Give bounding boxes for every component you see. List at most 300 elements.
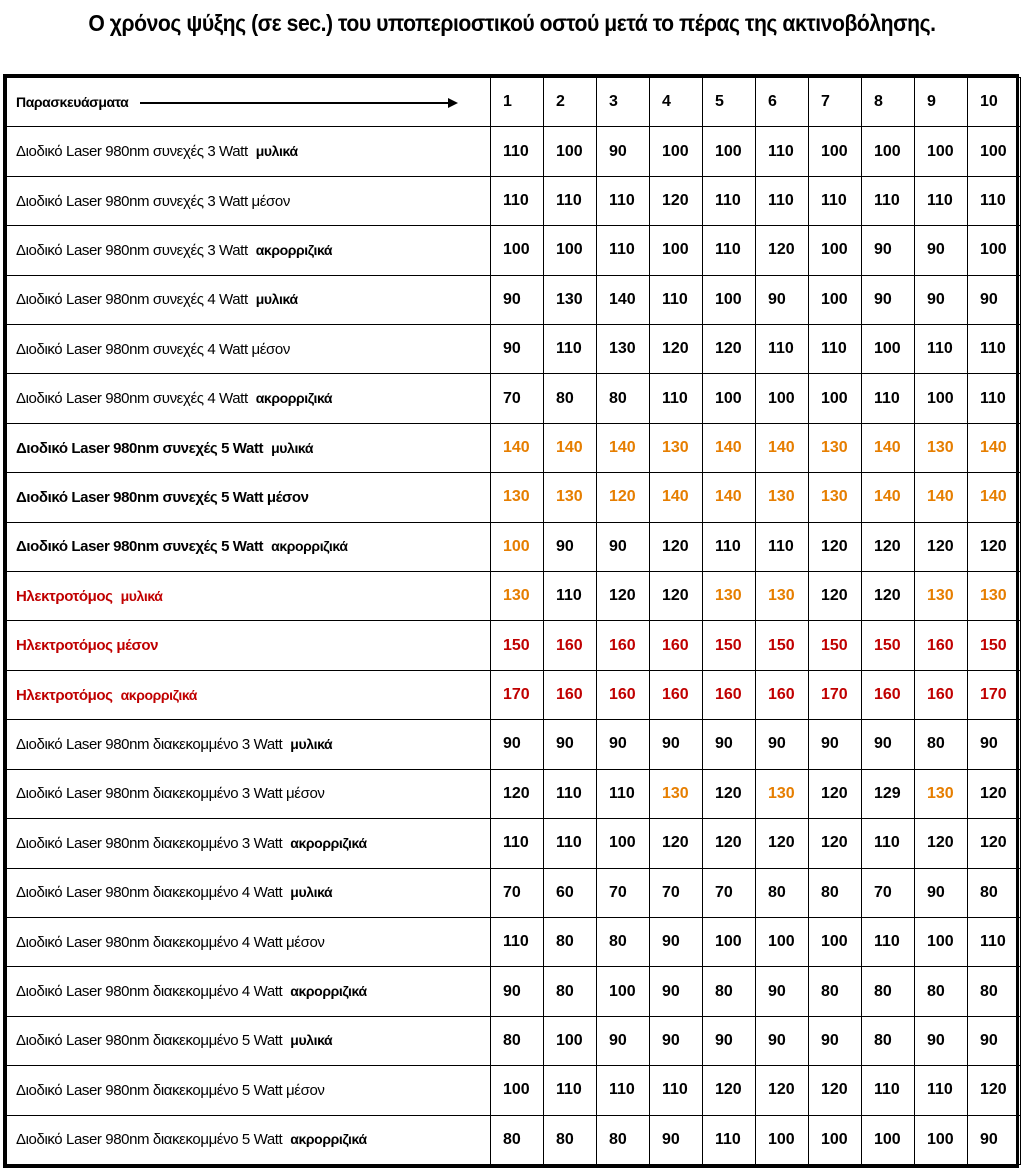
table-cell: 140 — [491, 423, 544, 472]
table-cell: 110 — [544, 1066, 597, 1115]
table-cell: 160 — [915, 621, 968, 670]
table-cell: 90 — [968, 1115, 1021, 1164]
header-col-8: 8 — [862, 78, 915, 127]
table-cell: 90 — [862, 720, 915, 769]
table-cell: 110 — [809, 176, 862, 225]
header-label: Παρασκευάσματα — [16, 93, 129, 110]
table-cell: 90 — [544, 720, 597, 769]
table-cell: 100 — [915, 917, 968, 966]
row-label-cell — [7, 868, 491, 917]
row-label-cell — [7, 275, 491, 324]
table-cell: 100 — [915, 127, 968, 176]
table-cell: 140 — [703, 423, 756, 472]
table-row — [7, 127, 1021, 176]
table-cell: 170 — [809, 670, 862, 719]
table-cell: 80 — [597, 917, 650, 966]
table-cell: 130 — [491, 572, 544, 621]
row-label: Διοδικό Laser 980nm συνεχές 5 Watt — [16, 439, 264, 457]
table-cell: 110 — [756, 522, 809, 571]
table-row — [7, 670, 1021, 719]
table-cell: 140 — [597, 275, 650, 324]
table-cell: 100 — [703, 374, 756, 423]
table-cell: 120 — [650, 572, 703, 621]
table-cell: 90 — [703, 1016, 756, 1065]
table-cell: 130 — [544, 275, 597, 324]
table-cell: 110 — [597, 769, 650, 818]
table-cell: 120 — [756, 226, 809, 275]
table-cell: 120 — [703, 769, 756, 818]
row-label-cell — [7, 720, 491, 769]
row-label-suffix: μυλικά — [120, 587, 163, 604]
table-cell: 100 — [809, 226, 862, 275]
table-cell: 110 — [968, 325, 1021, 374]
table-cell: 90 — [491, 967, 544, 1016]
row-label-suffix: ακρορριζικά — [290, 834, 367, 851]
table-cell: 100 — [968, 226, 1021, 275]
table-cell: 140 — [597, 423, 650, 472]
row-label-suffix: μυλικά — [271, 439, 314, 456]
table-cell: 100 — [862, 127, 915, 176]
table-cell: 80 — [491, 1016, 544, 1065]
table-cell: 160 — [650, 621, 703, 670]
table-cell: 130 — [968, 572, 1021, 621]
table-cell: 100 — [809, 917, 862, 966]
table-row — [7, 868, 1021, 917]
table-cell: 80 — [544, 374, 597, 423]
table-cell: 100 — [809, 275, 862, 324]
table-cell: 110 — [491, 176, 544, 225]
row-label-suffix: μυλικά — [290, 1032, 333, 1049]
table-cell: 100 — [862, 325, 915, 374]
table-cell: 140 — [862, 423, 915, 472]
table-cell: 90 — [650, 1115, 703, 1164]
table-cell: 80 — [756, 868, 809, 917]
table-row — [7, 819, 1021, 868]
table-cell: 110 — [756, 127, 809, 176]
table-row — [7, 917, 1021, 966]
table-cell: 160 — [703, 670, 756, 719]
table-cell: 90 — [491, 720, 544, 769]
table-cell: 110 — [544, 325, 597, 374]
row-label: Ηλεκτροτόμος μέσον — [16, 637, 159, 655]
row-label-cell — [7, 1016, 491, 1065]
table-cell: 130 — [756, 473, 809, 522]
row-label: Διοδικό Laser 980nm διακεκομμένο 3 Watt μέσον — [16, 785, 325, 803]
table-cell: 100 — [756, 917, 809, 966]
row-label-cell — [7, 621, 491, 670]
table-cell: 110 — [544, 769, 597, 818]
table-row — [7, 275, 1021, 324]
table-cell: 160 — [544, 621, 597, 670]
table-cell: 110 — [703, 226, 756, 275]
table-cell: 100 — [862, 1115, 915, 1164]
table-cell: 80 — [544, 967, 597, 1016]
row-label: Διοδικό Laser 980nm συνεχές 5 Watt μέσον — [16, 488, 309, 506]
row-label-cell — [7, 473, 491, 522]
table-cell: 110 — [862, 1066, 915, 1115]
table-row — [7, 720, 1021, 769]
data-table — [6, 77, 1021, 1165]
table-cell: 100 — [915, 374, 968, 423]
table-row — [7, 769, 1021, 818]
table-cell: 100 — [703, 275, 756, 324]
table-cell: 90 — [544, 522, 597, 571]
table-body — [7, 78, 1021, 1165]
row-label-suffix: ακρορριζικά — [271, 538, 348, 555]
table-cell: 150 — [862, 621, 915, 670]
row-label-cell — [7, 176, 491, 225]
row-label-cell — [7, 819, 491, 868]
table-cell: 80 — [915, 967, 968, 1016]
table-cell: 80 — [703, 967, 756, 1016]
table-cell: 120 — [650, 819, 703, 868]
table-cell: 70 — [862, 868, 915, 917]
table-cell: 100 — [703, 127, 756, 176]
table-cell: 110 — [756, 176, 809, 225]
table-cell: 120 — [597, 473, 650, 522]
table-cell: 150 — [703, 621, 756, 670]
table-cell: 90 — [597, 522, 650, 571]
table-cell: 160 — [915, 670, 968, 719]
table-cell: 130 — [915, 572, 968, 621]
table-cell: 80 — [544, 917, 597, 966]
table-cell: 100 — [491, 522, 544, 571]
row-label-cell — [7, 769, 491, 818]
table-cell: 90 — [703, 720, 756, 769]
table-cell: 120 — [597, 572, 650, 621]
table-cell: 110 — [862, 176, 915, 225]
table-cell: 80 — [597, 1115, 650, 1164]
table-cell: 120 — [703, 1066, 756, 1115]
table-cell: 130 — [597, 325, 650, 374]
row-label-cell — [7, 1115, 491, 1164]
table-cell: 100 — [968, 127, 1021, 176]
table-cell: 120 — [968, 522, 1021, 571]
table-cell: 120 — [915, 819, 968, 868]
table-cell: 120 — [968, 769, 1021, 818]
table-cell: 90 — [650, 1016, 703, 1065]
table-cell: 90 — [862, 275, 915, 324]
table-cell: 120 — [968, 1066, 1021, 1115]
table-cell: 130 — [756, 572, 809, 621]
table-cell: 110 — [915, 1066, 968, 1115]
table-cell: 130 — [809, 473, 862, 522]
row-label-suffix: μυλικά — [290, 884, 333, 901]
table-cell: 90 — [968, 720, 1021, 769]
row-label: Διοδικό Laser 980nm συνεχές 4 Watt — [16, 390, 248, 408]
row-label-suffix: ακρορριζικά — [290, 983, 367, 1000]
table-cell: 80 — [809, 967, 862, 1016]
table-cell: 100 — [809, 374, 862, 423]
table-cell: 120 — [809, 572, 862, 621]
table-cell: 140 — [756, 423, 809, 472]
table-row — [7, 522, 1021, 571]
table-cell: 110 — [862, 374, 915, 423]
table-row — [7, 374, 1021, 423]
table-cell: 70 — [703, 868, 756, 917]
header-col-9: 9 — [915, 78, 968, 127]
table-cell: 90 — [862, 226, 915, 275]
table-cell: 150 — [491, 621, 544, 670]
row-label-suffix: ακρορριζικά — [290, 1131, 367, 1148]
table-cell: 130 — [491, 473, 544, 522]
table-cell: 140 — [915, 473, 968, 522]
table-cell: 120 — [703, 819, 756, 868]
table-cell: 110 — [703, 1115, 756, 1164]
table-cell: 110 — [703, 176, 756, 225]
table-cell: 130 — [650, 423, 703, 472]
table-cell: 110 — [703, 522, 756, 571]
table-cell: 90 — [597, 720, 650, 769]
header-row — [7, 78, 1021, 127]
row-label-suffix: ακρορριζικά — [120, 686, 197, 703]
table-cell: 70 — [491, 374, 544, 423]
row-label: Διοδικό Laser 980nm συνεχές 4 Watt μέσον — [16, 340, 290, 358]
table-cell: 90 — [597, 1016, 650, 1065]
table-cell: 130 — [809, 423, 862, 472]
table-cell: 110 — [597, 226, 650, 275]
table-cell: 70 — [491, 868, 544, 917]
row-label-suffix: ακρορριζικά — [255, 241, 333, 258]
table-cell: 120 — [809, 769, 862, 818]
table-cell: 110 — [650, 374, 703, 423]
row-label: Διοδικό Laser 980nm συνεχές 3 Watt — [16, 143, 248, 161]
row-label: Διοδικό Laser 980nm συνεχές 3 Watt μέσον — [16, 192, 290, 210]
table-row — [7, 423, 1021, 472]
table-cell: 110 — [915, 176, 968, 225]
row-label-cell — [7, 325, 491, 374]
table-cell: 100 — [756, 374, 809, 423]
table-cell: 120 — [915, 522, 968, 571]
table-cell: 120 — [809, 819, 862, 868]
table-cell: 90 — [809, 1016, 862, 1065]
header-col-1: 1 — [491, 78, 544, 127]
table-cell: 160 — [756, 670, 809, 719]
table-cell: 100 — [809, 127, 862, 176]
arrow-right-icon — [140, 97, 458, 109]
table-cell: 160 — [650, 670, 703, 719]
row-label-cell — [7, 226, 491, 275]
table-cell: 90 — [597, 127, 650, 176]
table-cell: 110 — [597, 1066, 650, 1115]
row-label-cell — [7, 423, 491, 472]
table-cell: 80 — [597, 374, 650, 423]
table-row — [7, 226, 1021, 275]
table-cell: 140 — [862, 473, 915, 522]
table-cell: 90 — [650, 720, 703, 769]
table-cell: 120 — [756, 819, 809, 868]
table-cell: 110 — [650, 275, 703, 324]
table-cell: 170 — [491, 670, 544, 719]
table-cell: 90 — [756, 967, 809, 1016]
row-label: Διοδικό Laser 980nm συνεχές 3 Watt — [16, 241, 248, 259]
table-cell: 100 — [597, 819, 650, 868]
table-cell: 70 — [597, 868, 650, 917]
row-label: Διοδικό Laser 980nm διακεκομμένο 3 Watt — [16, 834, 283, 852]
table-cell: 100 — [809, 1115, 862, 1164]
table-cell: 100 — [491, 226, 544, 275]
row-label-suffix: μυλικά — [290, 735, 333, 752]
table-cell: 110 — [968, 176, 1021, 225]
table-row — [7, 1115, 1021, 1164]
table-cell: 90 — [756, 275, 809, 324]
table-cell: 120 — [650, 325, 703, 374]
header-col-5: 5 — [703, 78, 756, 127]
table-cell: 160 — [544, 670, 597, 719]
table-cell: 129 — [862, 769, 915, 818]
table-cell: 140 — [968, 423, 1021, 472]
table-cell: 130 — [915, 423, 968, 472]
row-label: Ηλεκτροτόμος — [16, 587, 113, 605]
table-cell: 70 — [650, 868, 703, 917]
table-cell: 90 — [491, 325, 544, 374]
table-cell: 110 — [544, 572, 597, 621]
row-label: Διοδικό Laser 980nm διακεκομμένο 5 Watt μέσον — [16, 1081, 325, 1099]
table-cell: 80 — [968, 868, 1021, 917]
table-cell: 120 — [650, 522, 703, 571]
table-cell: 140 — [544, 423, 597, 472]
table-row — [7, 1066, 1021, 1115]
table-cell: 90 — [968, 1016, 1021, 1065]
table-cell: 120 — [703, 325, 756, 374]
table-cell: 100 — [544, 127, 597, 176]
row-label-suffix: μυλικά — [255, 291, 298, 308]
table-cell: 80 — [862, 967, 915, 1016]
row-label-suffix: μυλικά — [255, 143, 298, 160]
table-cell: 80 — [915, 720, 968, 769]
table-cell: 90 — [650, 967, 703, 1016]
table-cell: 90 — [915, 226, 968, 275]
table-cell: 100 — [544, 1016, 597, 1065]
row-label-cell — [7, 127, 491, 176]
table-cell: 100 — [544, 226, 597, 275]
table-cell: 120 — [862, 572, 915, 621]
table-cell: 170 — [968, 670, 1021, 719]
table-cell: 100 — [597, 967, 650, 1016]
table-cell: 80 — [968, 967, 1021, 1016]
table-cell: 90 — [491, 275, 544, 324]
table-cell: 100 — [703, 917, 756, 966]
table-cell: 80 — [491, 1115, 544, 1164]
table-cell: 120 — [862, 522, 915, 571]
table-cell: 130 — [756, 769, 809, 818]
row-label: Διοδικό Laser 980nm διακεκομμένο 5 Watt — [16, 1032, 283, 1050]
row-label: Διοδικό Laser 980nm συνεχές 4 Watt — [16, 291, 248, 309]
row-label: Ηλεκτροτόμος — [16, 686, 113, 704]
row-label-suffix: ακρορριζικά — [255, 390, 333, 407]
table-cell: 160 — [597, 621, 650, 670]
header-col-10: 10 — [968, 78, 1021, 127]
table-row — [7, 621, 1021, 670]
table-row — [7, 572, 1021, 621]
table-cell: 90 — [756, 720, 809, 769]
header-col-6: 6 — [756, 78, 809, 127]
data-table-frame — [3, 74, 1019, 1168]
table-cell: 100 — [756, 1115, 809, 1164]
table-cell: 160 — [862, 670, 915, 719]
row-label-cell — [7, 670, 491, 719]
table-cell: 150 — [756, 621, 809, 670]
table-cell: 110 — [862, 917, 915, 966]
table-cell: 100 — [491, 1066, 544, 1115]
table-cell: 150 — [968, 621, 1021, 670]
table-cell: 90 — [809, 720, 862, 769]
table-cell: 110 — [862, 819, 915, 868]
row-label-cell — [7, 572, 491, 621]
table-cell: 110 — [968, 374, 1021, 423]
row-label-cell — [7, 967, 491, 1016]
table-row — [7, 473, 1021, 522]
table-cell: 100 — [915, 1115, 968, 1164]
table-cell: 130 — [703, 572, 756, 621]
table-cell: 110 — [544, 819, 597, 868]
table-cell: 80 — [862, 1016, 915, 1065]
table-cell: 120 — [650, 176, 703, 225]
row-label-cell — [7, 522, 491, 571]
table-cell: 140 — [650, 473, 703, 522]
table-cell: 140 — [968, 473, 1021, 522]
table-row — [7, 967, 1021, 1016]
row-label-cell — [7, 1066, 491, 1115]
table-cell: 120 — [968, 819, 1021, 868]
table-cell: 110 — [491, 819, 544, 868]
table-cell: 120 — [809, 522, 862, 571]
header-col-2: 2 — [544, 78, 597, 127]
table-cell: 120 — [491, 769, 544, 818]
row-label: Διοδικό Laser 980nm διακεκομμένο 5 Watt — [16, 1131, 283, 1149]
table-cell: 110 — [915, 325, 968, 374]
table-cell: 130 — [915, 769, 968, 818]
row-label: Διοδικό Laser 980nm διακεκομμένο 4 Watt — [16, 983, 283, 1001]
header-label-cell — [7, 78, 491, 127]
table-cell: 90 — [915, 868, 968, 917]
row-label: Διοδικό Laser 980nm διακεκομμένο 4 Watt μέσον — [16, 933, 325, 951]
table-cell: 100 — [650, 127, 703, 176]
table-cell: 90 — [650, 917, 703, 966]
table-cell: 80 — [544, 1115, 597, 1164]
table-cell: 110 — [756, 325, 809, 374]
table-cell: 110 — [544, 176, 597, 225]
table-cell: 120 — [809, 1066, 862, 1115]
header-col-3: 3 — [597, 78, 650, 127]
table-row — [7, 1016, 1021, 1065]
table-cell: 120 — [756, 1066, 809, 1115]
row-label: Διοδικό Laser 980nm διακεκομμένο 4 Watt — [16, 884, 283, 902]
table-cell: 80 — [809, 868, 862, 917]
row-label: Διοδικό Laser 980nm διακεκομμένο 3 Watt — [16, 735, 283, 753]
header-col-4: 4 — [650, 78, 703, 127]
row-label: Διοδικό Laser 980nm συνεχές 5 Watt — [16, 538, 264, 556]
table-cell: 100 — [650, 226, 703, 275]
table-row — [7, 176, 1021, 225]
table-cell: 110 — [809, 325, 862, 374]
table-cell: 110 — [650, 1066, 703, 1115]
table-cell: 150 — [809, 621, 862, 670]
table-cell: 130 — [650, 769, 703, 818]
table-cell: 110 — [491, 127, 544, 176]
table-cell: 110 — [968, 917, 1021, 966]
table-cell: 130 — [544, 473, 597, 522]
table-cell: 90 — [915, 1016, 968, 1065]
table-cell: 140 — [703, 473, 756, 522]
row-label-cell — [7, 374, 491, 423]
table-cell: 60 — [544, 868, 597, 917]
table-cell: 90 — [915, 275, 968, 324]
table-cell: 110 — [597, 176, 650, 225]
row-label-cell — [7, 917, 491, 966]
header-col-7: 7 — [809, 78, 862, 127]
table-cell: 90 — [756, 1016, 809, 1065]
